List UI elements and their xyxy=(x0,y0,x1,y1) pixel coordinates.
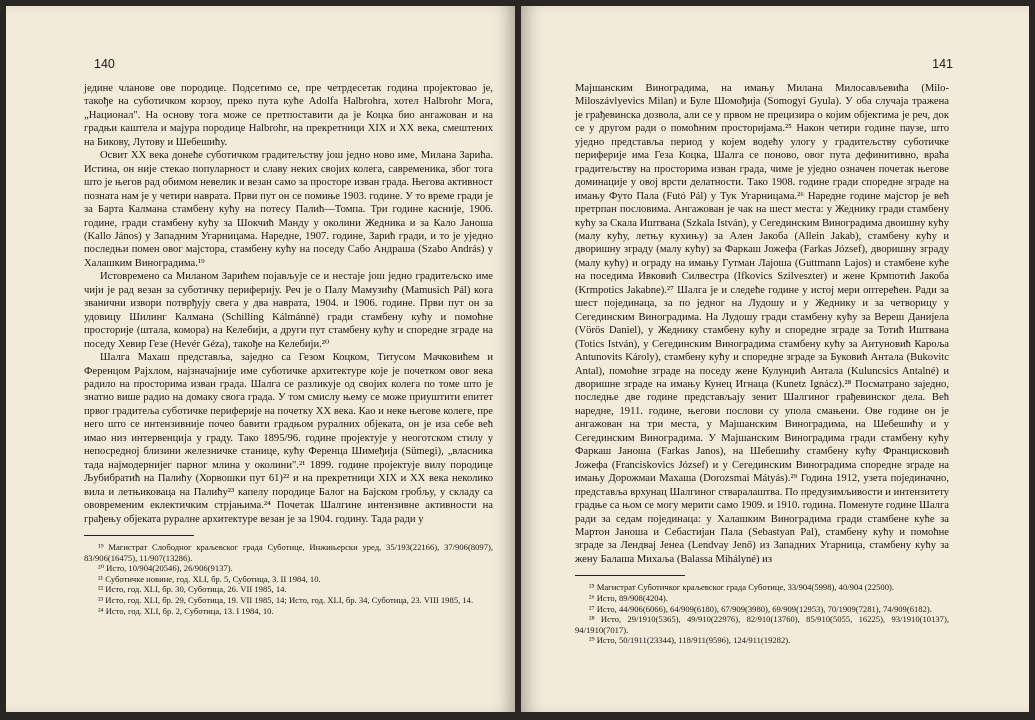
footnote: ²⁰ Исто, 10/904(20546), 26/906(9137). xyxy=(98,563,233,574)
footnote: ²⁴ Исто, год. XLI, бр. 2, Суботица, 13. I 1984, 10. xyxy=(98,605,274,616)
paragraph: Шалга Махаш представља, заједно са Гезом Коцком, Титусом Мачковићем и Ференцом Рајхлом, најзначајније име суботичке архитектуре које је почетком овог века радило на просторима изван града. Шалга се разликује од својих колега по томе што је знатно више радио на домаку свога града. У том смислу њему се може приуштити епитет првог градитеља суботичке периферије на почетку XX века. Као и неке његове колеге, пре него што се интензивније почео бавити градњом руралних објеката, он је иза себе већ имао низ интервенција у граду. Тако 1895/96. године пројектује у неоготском стилу у непосредној близини железничке станице, кућу Ференца Шимеђија (Sümegi), „власника тада најмодернијег парног млина у околини".²¹ 1899. године пројектује вилу породице Љубибратић на Палићу (Хорвошки пут 61)²² и на прекретници XIX и XX века неколико вила и летњиковаца на Палићу²³ капелу породице Балог на Бајском гробљу, у складу са ововременим еклектичким стрјањима.²⁴ Почетак Шалгине интензивне активности на грађењу објеката руралне архитектуре везан је за 1904. годину. Тада ради у xyxy=(84,352,493,525)
footnote: ²⁷ Исто, 44/906(6066), 64/909(6180), 67/909(3980), 69/909(12953), 70/1909(7281), 74/909(6182). xyxy=(589,603,932,614)
footnote: ²⁹ Исто, 50/1911(23344), 118/911(9596), 124/911(19282). xyxy=(589,635,791,646)
footnote: ²⁸ Исто, 29/1910(5365), 49/910(22976), 82/910(13760), 85/910(5055, 16225), 93/1910(10137), 94/1910(7017). xyxy=(575,614,949,635)
footnote: ²² Исто, год. XLI, бр. 30, Суботица, 26. VII 1985, 14. xyxy=(98,584,287,595)
page-number: 141 xyxy=(932,57,953,71)
paragraph: једине чланове ове породице. Подсетимо се, пре четрдесетак година пројектовао је, такође на суботичком корзоу, преко пута куће Adolfa Halbrohra, хотел Halbrohr Мога, „Национал". На основу тога може се претпоставити да је Коцка био ангажован и на градњи каштела и мајура породице Halbrohr, на прекретници XIX и XX века, смештених на Бикову, Лутову и Шебешићу. xyxy=(84,83,493,148)
footnote-divider xyxy=(575,575,685,576)
paragraph: Освит XX века донеће суботичком градитељству још једно ново име, Милана Зарића. Истина, он није стекао популарност и славу неких својих колега, савременика, због тога што је његов рад обимом невелик и везан само за просторе изван града. Његова активност позната нам је у четири наврата. Први пут он се помиње 1903. године. У то време гради је за Барта Калмана стамбену кућу на потесу Палић—Томпа. Три године касније, 1906. године, гради стамбену кућу за Шокчић Манду у околини Жедника и за Кало Јаноша (Kallo János) у Западним Угарницама. Наредне, 1907. године, Зарић гради, и то је уједно последњи помен овог мајстора, стамбену кућу на поседу Сабо Андраша (Szabo András) у Халашким Виноградима.¹⁹ xyxy=(84,150,493,269)
footnote-divider xyxy=(84,535,194,536)
footnote: ²⁵ Магистрат Суботичког краљевског града Суботице, 33/904(5998), 40/904 (22500). xyxy=(589,582,895,593)
paragraph: Истовремено са Миланом Зарићем појављује се и нестаје још једно градитељско име чији је рад везан за суботичку периферију. Реч је о Палу Мамузићу (Mamusich Pál) кога званични извори потврђују свега у два наврата, 1904. и 1906. године. Први пут он за удовицу Шилинг Калмана (Schilling Kálmánné) гради стамбену кућу и помоћне просторије (штала, комора) на Келебији, а други пут стамбену кућу и споредне зграде на поседу Хевир Гезе (Hevér Géza), такође на Келебији.²⁰ xyxy=(84,271,493,350)
footnotes xyxy=(84,542,493,616)
left-page xyxy=(6,6,515,712)
footnote: ²¹ Суботичке новине, год. XLI, бр. 5, Суботица, 3. II 1984, 10. xyxy=(98,573,321,584)
footnotes xyxy=(575,582,949,646)
footnote: ²³ Исто, год. XLI, бр. 29, Суботица, 19. VII 1985, 14; Исто, год. XLI, бр. 34, Суботица, 23. VIII 1985, 14. xyxy=(98,594,474,605)
page-number: 140 xyxy=(94,57,115,71)
body-text xyxy=(84,82,493,526)
footnote: ¹⁹ Магистрат Слободног краљевског града Суботице, Инжињерски уред, 35/193(22166), 37/906(8097), 83/906(16475), 11/907(13286). xyxy=(84,541,493,563)
paragraph: Мајшанским Виноградима, на имању Милана Милосављевића (Milo-Miloszávlyevics Milan) и Буле Шомођија (Somogyi Gyula). У оба случаја тражена је грађевинска дозвола, али се у првом не прецизира о којим објектима је реч, док се у другом ради о помоћним просторијама.²⁵ Након четири године паузе, што уједно представља период у којем водећу улогу у градитељству суботичке периферије има Геза Коцка, Шалга се поново, овог пута дефинитивно, враћа градитељству на просторима изван града, чиме је уједно означен почетак његове доминације у овој врсти делатности. Тако 1908. године гради споредне зграде на имању Футо Пала (Futó Pál) у Тук Угарницама.²⁶ Наредне године мајстор је већ претрпан пословима. Ангажован је чак на шест места: у Жеднику гради стамбену кућу за Скала Иштвана (Szkala István), у Сегединским Виноградима двоишну кућу (малу кућу, летњу кухињу) за Ален Јакоба (Allein Jakab), стамбену кућу и дворишну зграду (малу кућу) за Фаркаш Јожефа (Farkas József), дворишну зграду (малу кућу) и ограду на имању Гутман Лајоша (Guttmann Lajos) и стамбене куће на поседима Ивковић Силвестра (Ifkovics Szilveszter) и жене Крмпотић Јакоба (Krmpotics Jakabne).²⁷ Шалга је и следеће године у истој мери оптерећен. Ради за шест појединаца, за по једног на Лудошу и у Жеднику и за четворицу у Сегединским Виноградима. На Лудошу гради стамбену кућу за Вереш Данијела (Vörös Daniel), у Жеднику стамбену кућу и споредне зграде за Тотић Иштвана (Totics István), у Сегединским Виноградима стамбену кућу за Антуновић Карољa Antunovits Károly), стамбену кућу и споредне зграде за Буковић Антала (Bukovitc Antal), помоћне зграде на поседу жене Кулунџић Антала (Kuluncsics Antalné) и дворишне зграде на имању Кунец Игнаца (Kunetz Ignácz).²⁸ Посматрано заједно, последње две године представљају зенит Шалгиног грађевинског дела. Већ наредне, 1911. године, његови послови су упола смањени. Ове године он је ангажован на три места, у Мајшанским Виноградима, на Шебешићу и у Сегединским Виноградима. У Мајшанским Виноградима гради стамбену кућу Фаркаш Јаноша (Farkas Janos), на Шебешићу стамбену кућу Францисковић Јожефа (Franciskovics József) и у Сегединским Виноградима споредне зграде на имању Дорожмаи Махаша (Dorozsmai Mátyás).²⁹ Година 1912, узета појединачно, представља врхунац Шалгиног стваралаштва. По предузимљивости и интензитету градње са њом се могу мерити само 1909. и 1910. година. Поменуте године Шалга ради за седам појединаца: у Халашким Виноградима гради стамбене куће за Мартон Јаноша и Себастијан Пала (Sebastyan Pal), стамбену кућу и помоћне зграде за Лендвај Јенеа (Lendvay Jenő) из Западних Угарница, стамбену кућу за жену Балаша Михаља (Balassa Mihályné) из xyxy=(575,83,949,565)
body-text xyxy=(575,82,949,566)
right-page xyxy=(521,6,1029,712)
footnote: ²⁶ Исто, 89/908(4204). xyxy=(589,592,668,603)
